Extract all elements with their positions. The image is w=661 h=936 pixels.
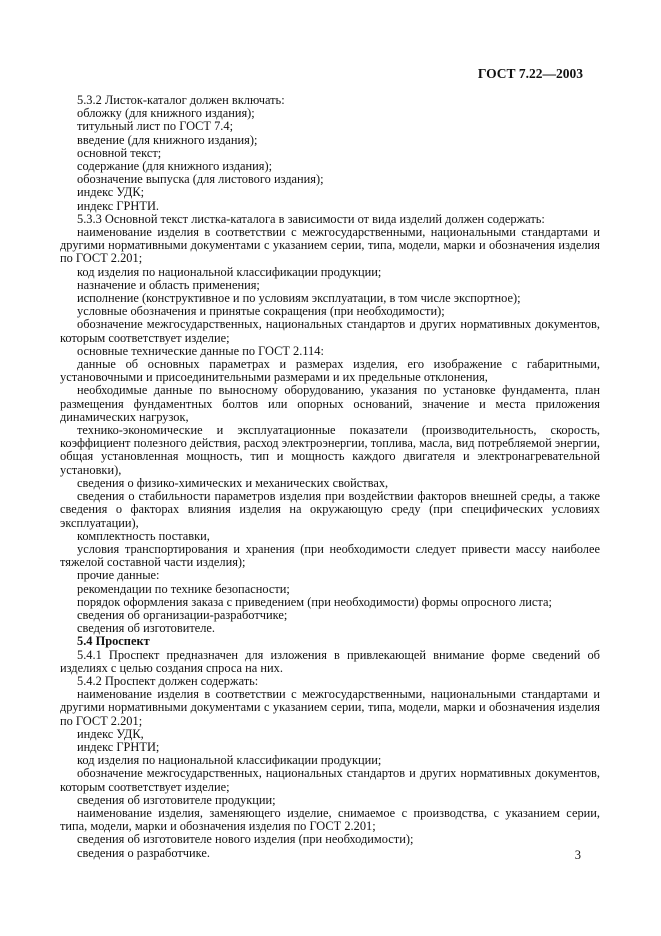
paragraph: 5.4.2 Проспект должен содержать: bbox=[77, 673, 259, 688]
list-item: основной текст; bbox=[77, 145, 162, 160]
list-item: необходимые данные по выносному оборудованию, указания по установке фундамента, план размещения фундаментных болтов или опорных оснований, значение и места приложения динамических нагрузок, bbox=[60, 383, 600, 424]
list-item: наименование изделия, заменяющего изделие, снимаемое с производства, с указанием серии, типа, модели, марки и обозначения изделия по ГОСТ 2.201; bbox=[60, 805, 600, 834]
list-item: данные об основных параметрах и размерах изделия, его изображение с габаритными, установочными и присоединительными размерами и их предельные отклонения, bbox=[60, 357, 600, 385]
list-item: основные технические данные по ГОСТ 2.114: bbox=[77, 343, 324, 358]
list-item: титульный лист по ГОСТ 7.4; bbox=[77, 119, 234, 134]
list-item: обложку (для книжного издания); bbox=[77, 106, 255, 121]
list-item: сведения о разработчике. bbox=[77, 845, 210, 860]
paragraph: 5.3.2 Листок-каталог должен включать: bbox=[77, 93, 285, 107]
list-item: индекс ГРНТИ; bbox=[77, 739, 160, 754]
list-item: назначение и область применения; bbox=[77, 277, 260, 292]
list-item: обозначение выпуска (для листового издания); bbox=[77, 172, 324, 187]
list-item: обозначение межгосударственных, национальных стандартов и других нормативных документов, которым соответствует изделие; bbox=[60, 766, 600, 794]
list-item: наименование изделия в соответствии с межгосударственными, национальными стандартами и другими нормативными документами с указанием серии, типа, модели, марки и обозначения изделия по ГОСТ 2.201; bbox=[60, 225, 600, 266]
list-item: сведения о стабильности параметров изделия при воздействии факторов внешней среды, а также сведения о факторах влияния изделия на окружающую среду (при специфических условиях эксплуатации), bbox=[60, 489, 600, 530]
list-item: индекс УДК; bbox=[77, 185, 145, 200]
list-item: код изделия по национальной классификации продукции; bbox=[77, 753, 382, 768]
list-item: рекомендации по технике безопасности; bbox=[77, 581, 290, 596]
document-body bbox=[60, 94, 600, 860]
list-item: сведения об изготовителе продукции; bbox=[77, 792, 276, 807]
list-item: наименование изделия в соответствии с межгосударственными, национальными стандартами и другими нормативными документами с указанием серии, типа, модели, марки и обозначения изделия по ГОСТ 2.201; bbox=[60, 687, 600, 728]
list-item: индекс ГРНТИ. bbox=[77, 198, 159, 213]
section-heading: 5.4 Проспект bbox=[77, 634, 150, 649]
paragraph: 5.3.3 Основной текст листка-каталога в зависимости от вида изделий должен содержать: bbox=[77, 211, 545, 226]
list-item: условные обозначения и принятые сокращения (при необходимости); bbox=[77, 304, 445, 319]
list-item: сведения о физико-химических и механических свойствах, bbox=[77, 475, 389, 490]
list-item: содержание (для книжного издания); bbox=[77, 159, 273, 174]
document-code-header: ГОСТ 7.22—2003 bbox=[477, 66, 583, 81]
paragraph: 5.4.1 Проспект предназначен для изложения в привлекающей внимание форме сведений об изделиях с целью создания спроса на них. bbox=[60, 647, 600, 675]
list-item: комплектность поставки, bbox=[77, 528, 210, 543]
list-item: обозначение межгосударственных, национальных стандартов и других нормативных документов, которым соответствует изделие; bbox=[60, 317, 600, 345]
list-item: код изделия по национальной классификации продукции; bbox=[77, 264, 382, 279]
list-item: сведения об организации-разработчике; bbox=[77, 607, 288, 622]
list-item: технико-экономические и эксплуатационные показатели (производительность, скорость, коэффициент полезного действия, расход электроэнергии, топлива, масла, вид потребляемой энергии, общая установленная мощность, тип и мощность каждого двигателя и электронагревательной установки), bbox=[60, 423, 600, 477]
list-item: индекс УДК, bbox=[77, 726, 144, 741]
list-item: прочие данные: bbox=[77, 568, 160, 583]
list-item: сведения об изготовителе нового изделия (при необходимости); bbox=[77, 832, 414, 847]
list-item: исполнение (конструктивное и по условиям эксплуатации, в том числе экспортное); bbox=[77, 291, 521, 306]
list-item: сведения об изготовителе. bbox=[77, 621, 216, 636]
page-number: 3 bbox=[574, 848, 581, 862]
list-item: введение (для книжного издания); bbox=[77, 132, 258, 147]
list-item: условия транспортирования и хранения (при необходимости следует привести массу наиболее тяжелой составной части изделия); bbox=[60, 541, 600, 570]
list-item: порядок оформления заказа с приведением (при необходимости) формы опросного листа; bbox=[77, 594, 552, 609]
